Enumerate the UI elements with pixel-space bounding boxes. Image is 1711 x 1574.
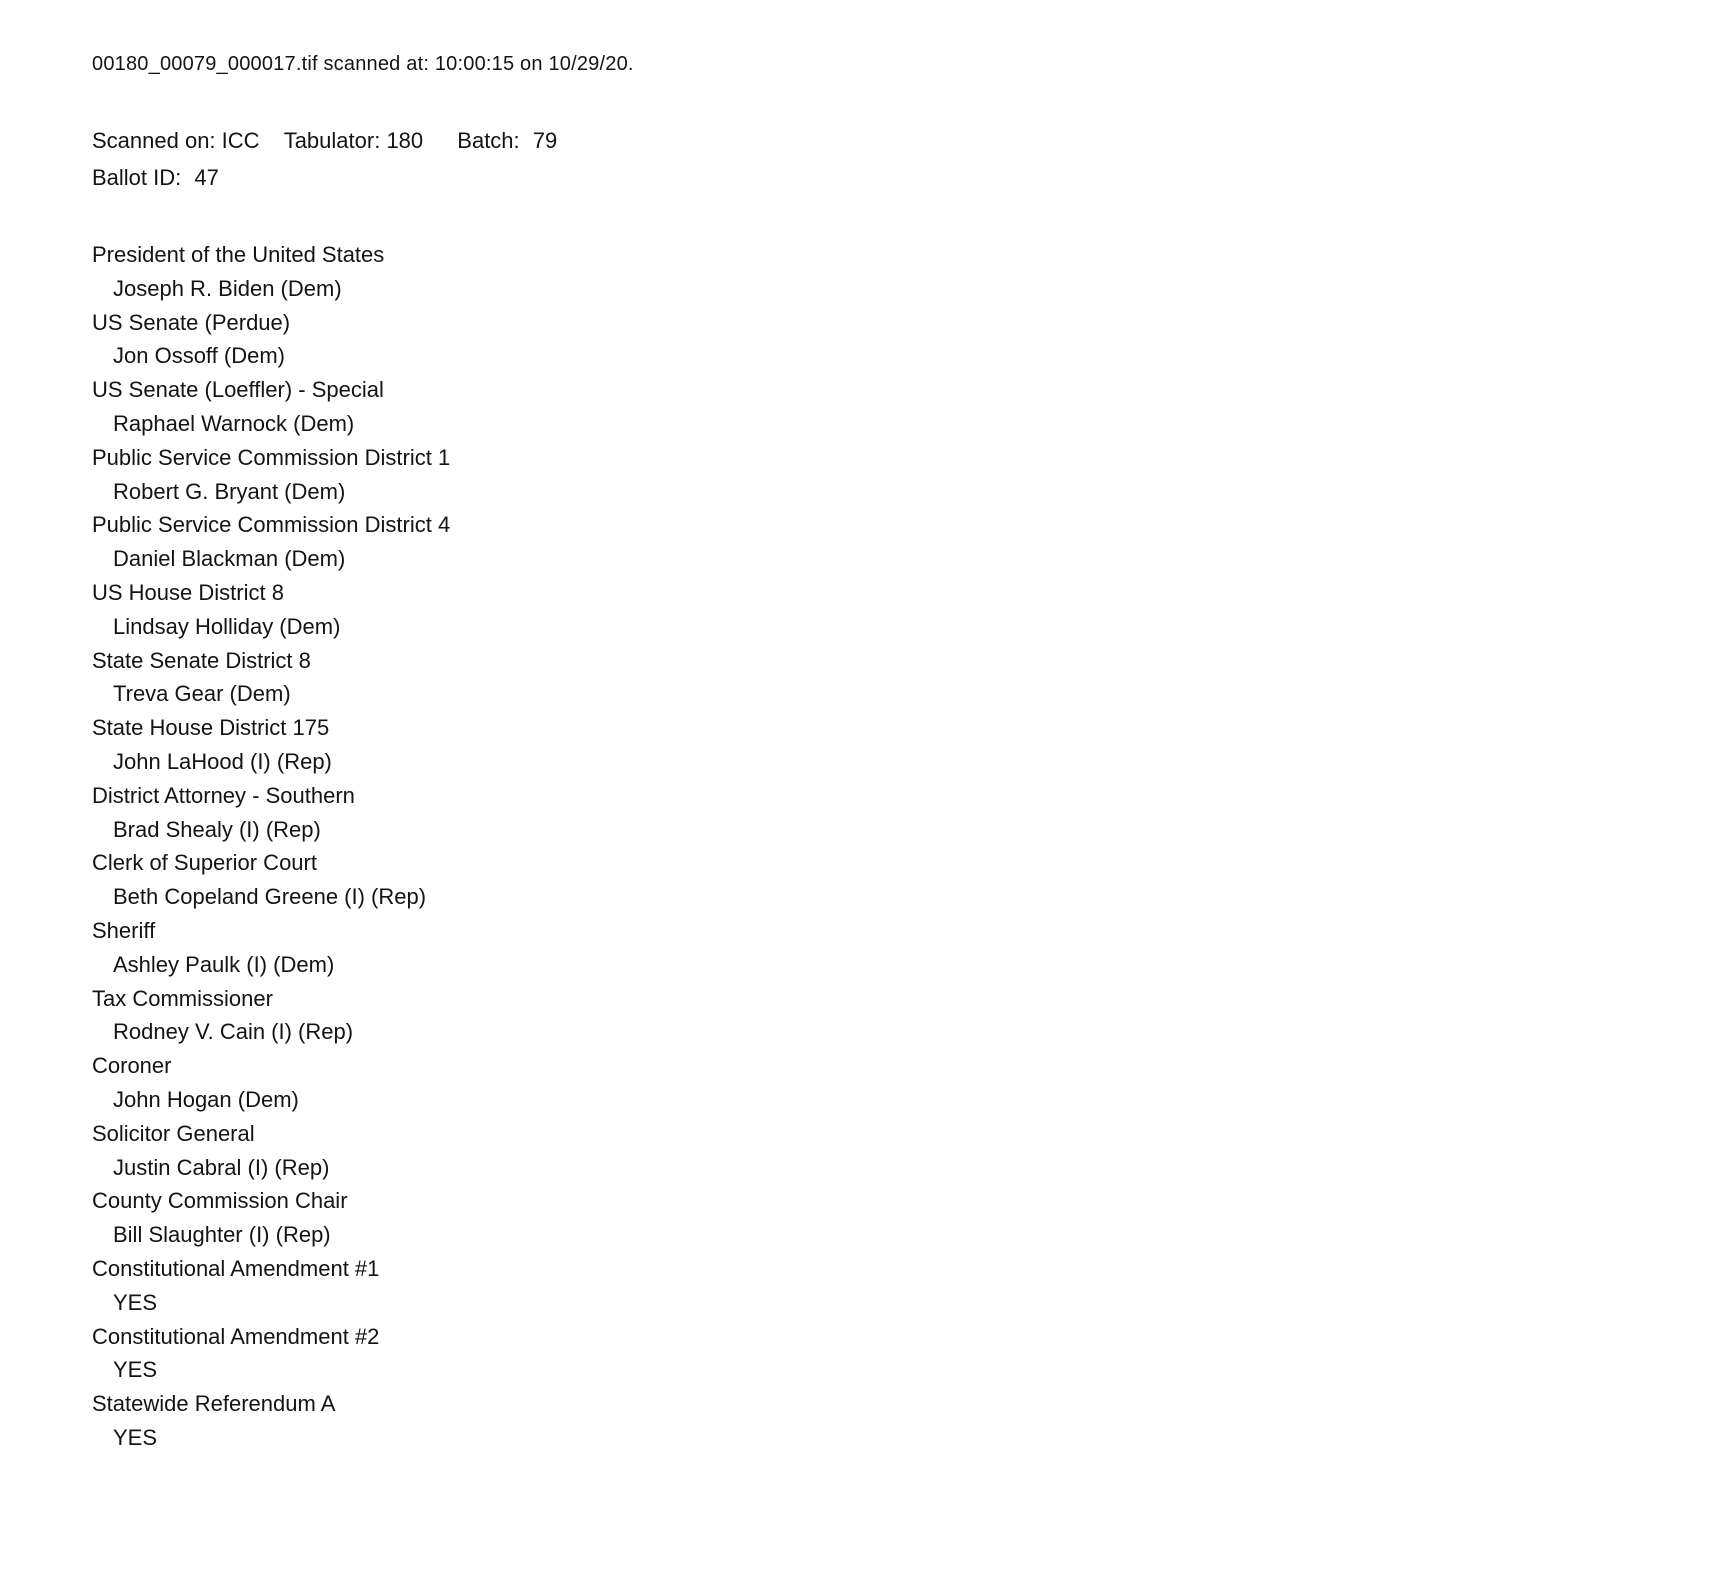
contest-title: President of the United States: [92, 242, 385, 267]
contest-results-list: [92, 238, 1671, 1455]
contest-title: Coroner: [92, 1053, 172, 1079]
contest-selection: Rodney V. Cain (I) (Rep): [113, 1019, 354, 1045]
contest-selection: Daniel Blackman (Dem): [113, 546, 346, 572]
scanned-on-pair: [92, 128, 266, 153]
scan-metadata-block: [92, 122, 1671, 196]
contest-selection: Bill Slaughter (I) (Rep): [113, 1222, 331, 1248]
scan-file-header: 00180_00079_000017.tif scanned at: 10:00:15 on 10/29/20.: [92, 53, 634, 75]
contest-selection: Joseph R. Biden (Dem): [113, 275, 342, 301]
tabulator-value: 180: [386, 128, 424, 153]
contest-title: State House District 175: [92, 715, 330, 741]
contest-selection: Robert G. Bryant (Dem): [113, 478, 346, 504]
contest-title: US House District 8: [92, 579, 284, 605]
contest-selection: Lindsay Holliday (Dem): [113, 613, 341, 639]
scanned-on-value: ICC: [221, 128, 260, 153]
batch-value: 79: [532, 128, 558, 153]
contest-selection: Brad Shealy (I) (Rep): [113, 816, 321, 842]
contest-selection: Jon Ossoff (Dem): [113, 343, 285, 369]
contest-selection: Beth Copeland Greene (I) (Rep): [113, 884, 427, 910]
batch-label: Batch:: [457, 128, 520, 153]
contest-selection: Ashley Paulk (I) (Dem): [113, 951, 335, 977]
contest-title: Clerk of Superior Court: [92, 850, 317, 876]
contest-selection: YES: [113, 1424, 158, 1450]
contest-title: Public Service Commission District 1: [92, 444, 451, 470]
contest-title: State Senate District 8: [92, 647, 311, 673]
ballot-id-line: [92, 159, 1671, 196]
ballot-id-value: 47: [194, 165, 219, 190]
contest-selection: John Hogan (Dem): [113, 1086, 299, 1112]
batch-pair: [457, 128, 557, 153]
contest-selection: YES: [113, 1357, 158, 1383]
contest-selection: YES: [113, 1289, 158, 1315]
contest-title: Statewide Referendum A: [92, 1391, 336, 1417]
contest-title: Tax Commissioner: [92, 985, 273, 1011]
contest-title: Solicitor General: [92, 1120, 255, 1146]
contest-title: US Senate (Perdue): [92, 309, 291, 335]
contest-title: Public Service Commission District 4: [92, 512, 451, 538]
contest-title: Constitutional Amendment #2: [92, 1323, 380, 1349]
contest-title: US Senate (Loeffler) - Special: [92, 377, 384, 403]
ballot-id-label: Ballot ID:: [92, 165, 182, 190]
contest-selection: Treva Gear (Dem): [113, 681, 291, 707]
tabulator-pair: [284, 128, 430, 153]
contest-title: Sheriff: [92, 917, 156, 943]
contest-selection: John LaHood (I) (Rep): [113, 748, 332, 774]
contest-title: District Attorney - Southern: [92, 782, 355, 808]
tabulator-label: Tabulator:: [283, 128, 381, 153]
contest-selection: Justin Cabral (I) (Rep): [113, 1154, 330, 1180]
scanned-on-label: Scanned on:: [92, 128, 216, 153]
scanner-info-line: [92, 122, 1671, 159]
contest-title: Constitutional Amendment #1: [92, 1255, 380, 1281]
contest-title: County Commission Chair: [92, 1188, 348, 1214]
contest-selection: Raphael Warnock (Dem): [113, 410, 355, 436]
